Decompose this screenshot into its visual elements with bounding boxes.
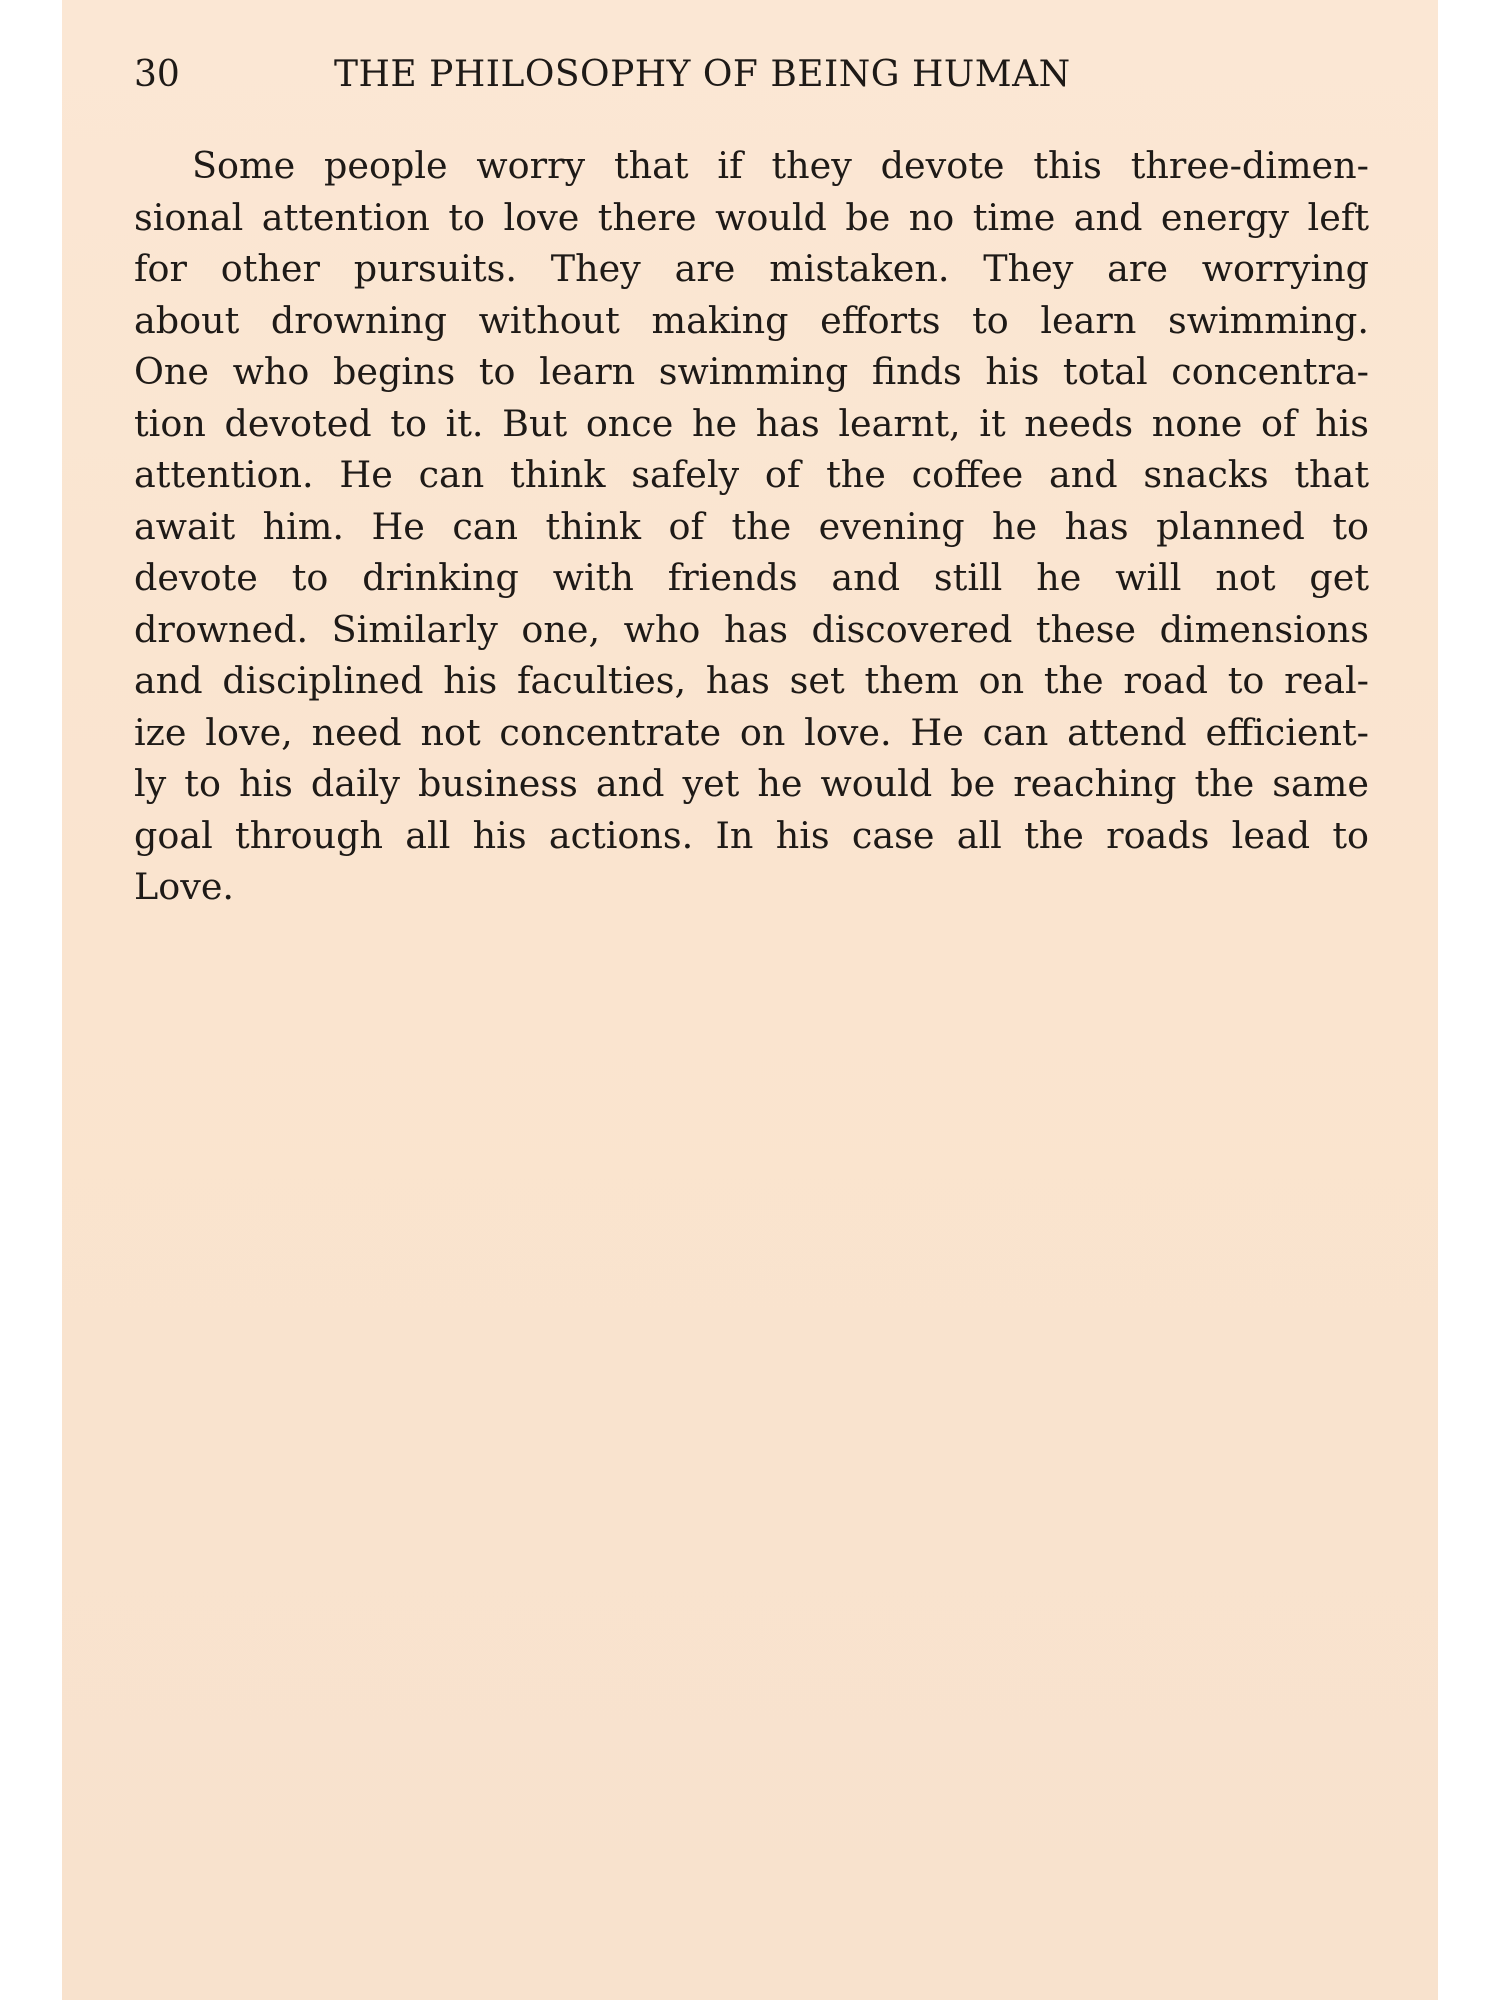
- paragraph-line: Love.: [134, 865, 235, 908]
- paragraph-line: tion devoted to it. But once he has learnt, it needs none of his: [134, 401, 1369, 445]
- paragraph-line: goal through all his actions. In his case all the roads lead to: [134, 813, 1369, 857]
- paragraph-line: and disciplined his faculties, has set them on the road to real-: [134, 659, 1369, 702]
- paragraph-line: drowned. Similarly one, who has discovered these dimensions: [134, 607, 1369, 651]
- paragraph-line: await him. He can think of the evening he has planned to: [134, 504, 1369, 548]
- paragraph-line: ize love, need not concentrate on love. He can attend efficient-: [134, 710, 1369, 754]
- paragraph-line: ly to his daily business and yet he would be reaching the same: [134, 762, 1369, 805]
- book-page: [62, 0, 1438, 2000]
- paragraph-line: Some people worry that if they devote this three-dimen-: [192, 144, 1369, 187]
- paragraph-line: about drowning without making efforts to learn swimming.: [134, 298, 1369, 342]
- paragraph-line: for other pursuits. They are mistaken. They are worrying: [134, 247, 1369, 290]
- book-title: THE PHILOSOPHY OF BEING HUMAN: [334, 54, 1071, 95]
- body-paragraph: [134, 140, 1369, 913]
- paragraph-line: attention. He can think safely of the coffee and snacks that: [134, 453, 1369, 496]
- page-number: 30: [134, 54, 180, 95]
- paragraph-line: devote to drinking with friends and still he will not get: [134, 556, 1369, 599]
- paragraph-line: sional attention to love there would be no time and energy left: [134, 195, 1369, 239]
- running-head: [134, 54, 1368, 104]
- paragraph-line: One who begins to learn swimming finds his total concentra-: [134, 350, 1369, 393]
